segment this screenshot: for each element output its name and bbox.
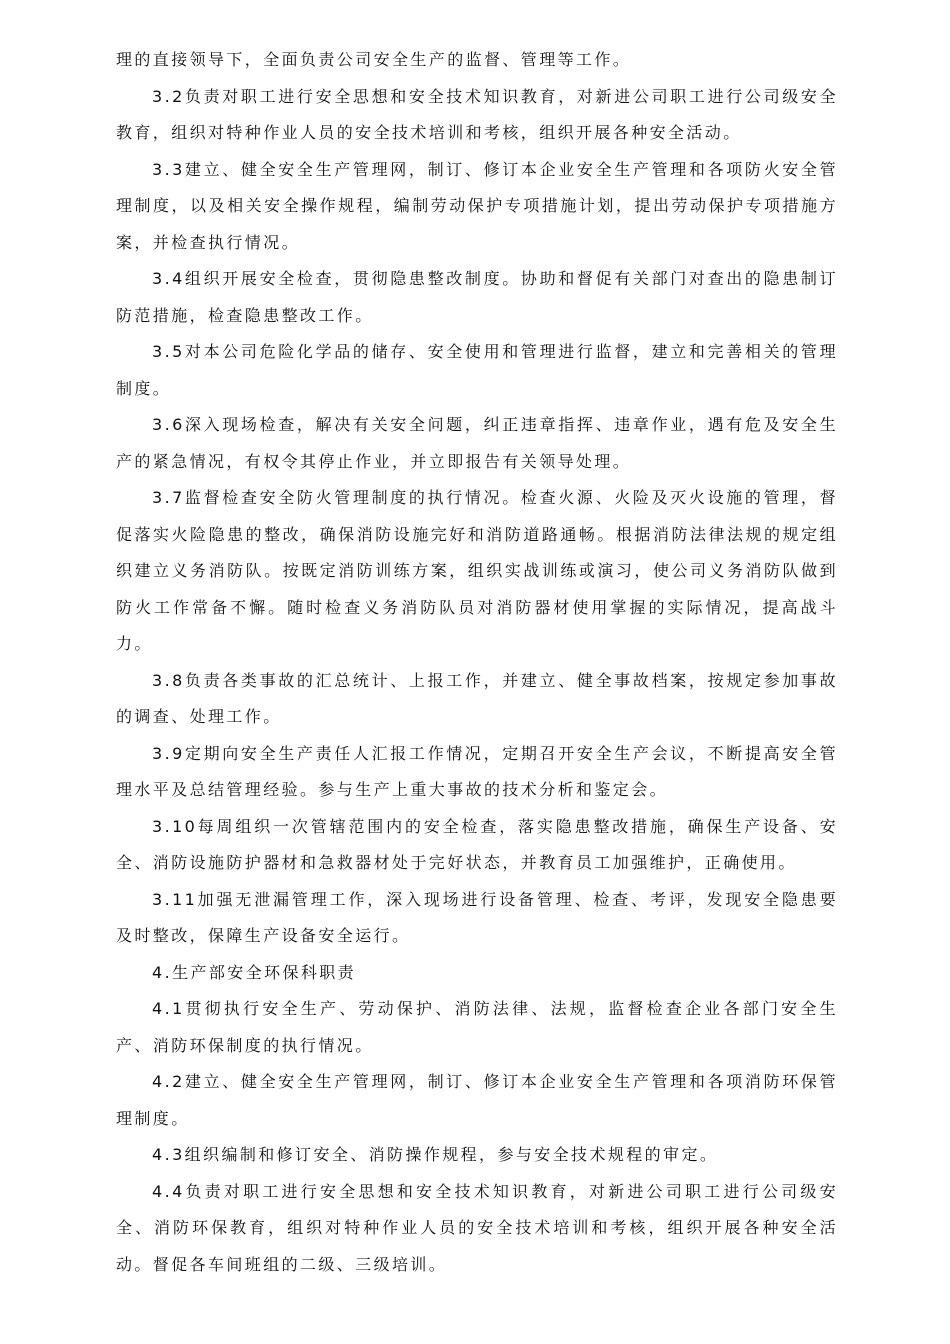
paragraph-3-6: 3.6深入现场检查，解决有关安全问题，纠正违章指挥、违章作业，遇有危及安全生产的紧急情况，有权令其停止作业，并立即报告有关领导处理。 bbox=[116, 415, 838, 471]
document-page bbox=[116, 42, 838, 1283]
paragraph-4-3: 4.3组织编制和修订安全、消防操作规程，参与安全技术规程的审定。 bbox=[152, 1145, 719, 1164]
paragraph-4-1: 4.1贯彻执行安全生产、劳动保护、消防法律、法规，监督检查企业各部门安全生产、消防环保制度的执行情况。 bbox=[116, 999, 838, 1055]
section-heading-4: 4.生产部安全环保科职责 bbox=[152, 962, 357, 982]
paragraph-4-2: 4.2建立、健全安全生产管理网，制订、修订本企业安全生产管理和各项消防环保管理制度。 bbox=[116, 1072, 838, 1128]
paragraph-3-3: 3.3建立、健全安全生产管理网，制订、修订本企业安全生产管理和各项防火安全管理制度，以及相关安全操作规程，编制劳动保护专项措施计划，提出劳动保护专项措施方案，并检查执行情况。 bbox=[116, 159, 838, 252]
paragraph-3-5: 3.5对本公司危险化学品的储存、安全使用和管理进行监督，建立和完善相关的管理制度。 bbox=[116, 342, 838, 398]
paragraph-continuation: 理的直接领导下，全面负责公司安全生产的监督、管理等工作。 bbox=[116, 50, 632, 69]
paragraph-3-2: 3.2负责对职工进行安全思想和安全技术知识教育，对新进公司职工进行公司级安全教育，组织对特种作业人员的安全技术培训和考核，组织开展各种安全活动。 bbox=[116, 86, 838, 142]
paragraph-3-10: 3.10每周组织一次管辖范围内的安全检查，落实隐患整改措施，确保生产设备、安全、消防设施防护器材和急救器材处于完好状态，并教育员工加强维护，正确使用。 bbox=[116, 816, 838, 872]
paragraph-3-9: 3.9定期向安全生产责任人汇报工作情况，定期召开安全生产会议，不断提高安全管理水平及总结管理经验。参与生产上重大事故的技术分析和鉴定会。 bbox=[116, 743, 838, 799]
paragraph-4-4: 4.4负责对职工进行安全思想和安全技术知识教育，对新进公司职工进行公司级安全、消防环保教育，组织对特种作业人员的安全技术培训和考核，组织开展各种安全活动。督促各车间班组的二级、三级培训。 bbox=[116, 1181, 838, 1274]
paragraph-3-4: 3.4组织开展安全检查，贯彻隐患整改制度。协助和督促有关部门对查出的隐患制订防范措施，检查隐患整改工作。 bbox=[116, 269, 838, 325]
paragraph-3-11: 3.11加强无泄漏管理工作，深入现场进行设备管理、检查、考评，发现安全隐患要及时整改，保障生产设备安全运行。 bbox=[116, 889, 838, 945]
paragraph-3-7: 3.7监督检查安全防火管理制度的执行情况。检查火源、火险及灭火设施的管理，督促落实火险隐患的整改，确保消防设施完好和消防道路通畅。根据消防法律法规的规定组织建立义务消防队。按既定消防训练方案，组织实战训练或演习，使公司义务消防队做到防火工作常备不懈。随时检查义务消防队员对消防器材使用掌握的实际情况，提高战斗力。 bbox=[116, 488, 838, 653]
paragraph-3-8: 3.8负责各类事故的汇总统计、上报工作，并建立、健全事故档案，按规定参加事故的调查、处理工作。 bbox=[116, 670, 838, 726]
